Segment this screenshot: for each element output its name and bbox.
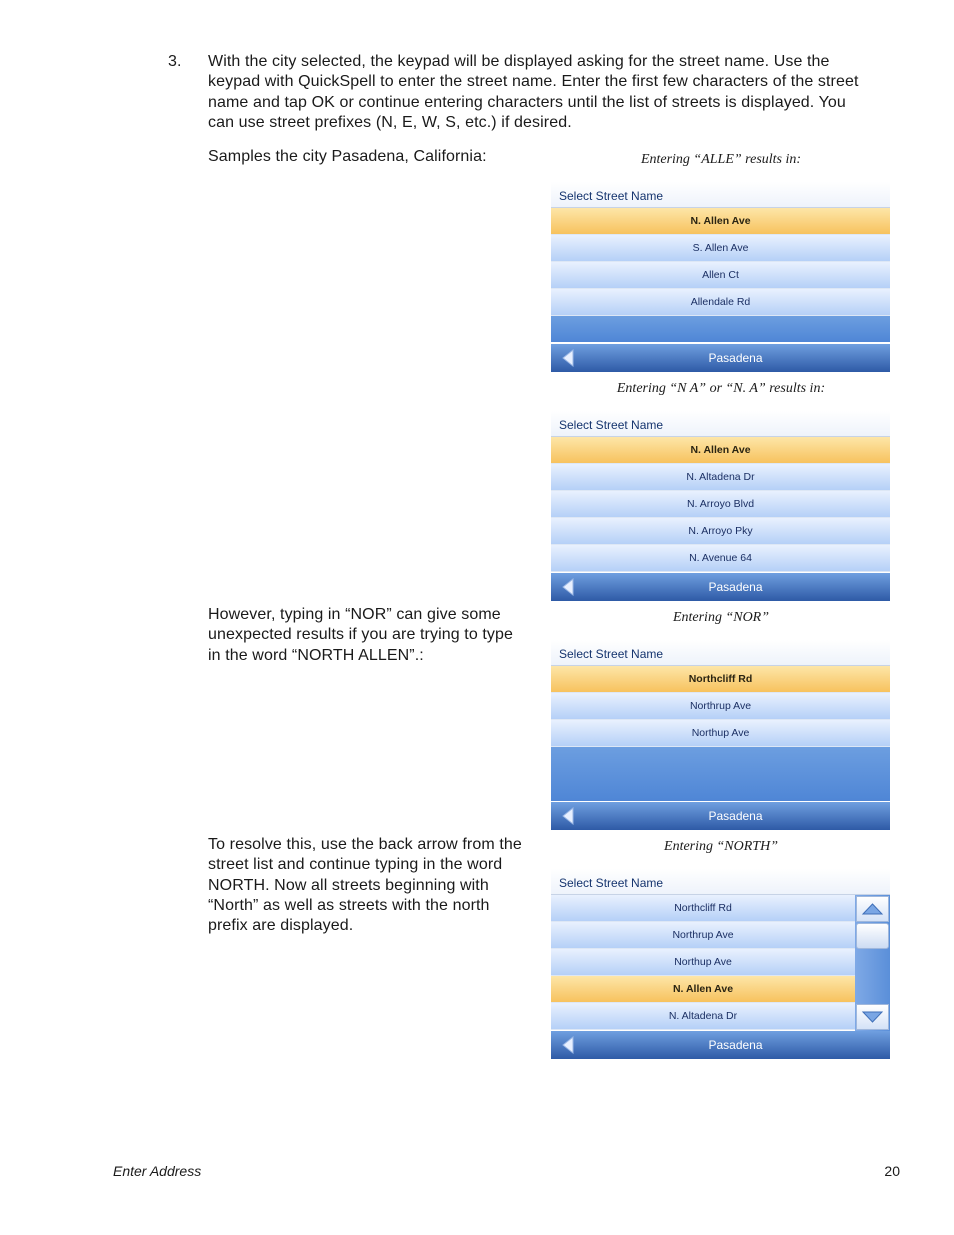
street-list — [551, 895, 855, 1030]
step-line: name and tap OK or continue entering characters until the list of streets is displayed. You — [208, 93, 846, 111]
street-list-screen — [551, 640, 890, 830]
screen-header: Select Street Name — [551, 182, 890, 208]
resolve-line: To resolve this, use the back arrow from the — [208, 836, 522, 853]
footer-section-title: Enter Address — [113, 1163, 202, 1179]
step-line: With the city selected, the keypad will be displayed asking for the street name. Use the — [208, 53, 830, 70]
scroll-up-arrow-icon — [857, 897, 888, 921]
nor-line: However, typing in “NOR” can give some — [208, 606, 501, 623]
scroll-down-arrow-icon — [857, 1005, 888, 1029]
resolve-line: street list and continue typing in the word — [208, 856, 503, 874]
street-list-item[interactable]: N. Avenue 64 — [551, 545, 890, 572]
screen-header: Select Street Name — [551, 411, 890, 437]
city-label: Pasadena — [708, 809, 763, 823]
screen-header: Select Street Name — [551, 869, 890, 895]
screen-caption: Entering “NOR” — [672, 610, 770, 625]
city-label: Pasadena — [708, 580, 763, 594]
step-number: 3. — [168, 53, 182, 70]
street-list-item[interactable]: N. Altadena Dr — [551, 464, 890, 491]
step-line: can use street prefixes (N, E, W, S, etc.) if desired. — [208, 113, 572, 131]
scrollbar[interactable] — [855, 895, 890, 1031]
screen-header: Select Street Name — [551, 640, 890, 666]
resolve-line: “North” as well as streets with the north — [208, 896, 490, 914]
page-number: 20 — [884, 1163, 900, 1179]
street-list-item[interactable]: N. Allen Ave — [551, 208, 890, 235]
street-list-item[interactable]: N. Allen Ave — [551, 976, 855, 1003]
sample-intro: Samples the city Pasadena, California: — [208, 148, 487, 165]
street-list-screen — [551, 411, 890, 601]
empty-list-area — [551, 316, 890, 342]
street-list-screen — [551, 182, 890, 372]
scroll-thumb[interactable] — [856, 923, 889, 949]
street-list-item[interactable]: Northcliff Rd — [551, 895, 855, 922]
street-list-item[interactable]: Allen Ct — [551, 262, 890, 289]
screen-caption: Entering “ALLE” results in: — [640, 152, 802, 167]
screen-caption: Entering “NORTH” — [664, 839, 778, 854]
resolve-explanation — [208, 835, 538, 936]
screen-footer — [551, 344, 890, 372]
resolve-line: NORTH. Now all streets beginning with — [208, 876, 489, 894]
nor-line: unexpected results if you are trying to type — [208, 626, 514, 644]
street-list-item[interactable]: Northrup Ave — [551, 922, 855, 949]
city-label: Pasadena — [708, 1038, 763, 1052]
street-list-item[interactable]: N. Altadena Dr — [551, 1003, 855, 1030]
street-list-item[interactable]: N. Arroyo Blvd — [551, 491, 890, 518]
street-list-item[interactable]: N. Allen Ave — [551, 437, 890, 464]
scroll-down-button[interactable] — [856, 1004, 889, 1030]
resolve-line: prefix are displayed. — [208, 917, 354, 935]
street-list-item[interactable]: Allendale Rd — [551, 289, 890, 316]
street-list-screen — [551, 869, 890, 1059]
scroll-up-button[interactable] — [856, 896, 889, 922]
step-paragraph — [208, 52, 898, 133]
screen-footer — [551, 573, 890, 601]
street-list-item[interactable]: Northcliff Rd — [551, 666, 890, 693]
empty-list-area — [551, 747, 890, 801]
step-line: keypad with QuickSpell to enter the street name. Enter the first few characters of the street — [208, 73, 859, 91]
street-list-item[interactable]: S. Allen Ave — [551, 235, 890, 262]
nor-line: in the word “NORTH ALLEN”.: — [208, 646, 424, 664]
street-list-item[interactable]: Northrup Ave — [551, 693, 890, 720]
screen-footer — [551, 802, 890, 830]
street-list-item[interactable]: Northup Ave — [551, 720, 890, 747]
street-list-item[interactable]: Northup Ave — [551, 949, 855, 976]
screen-footer — [551, 1031, 890, 1059]
screen-caption: Entering “N A” or “N. A” results in: — [616, 381, 826, 396]
nor-explanation — [208, 605, 538, 666]
street-list-item[interactable]: N. Arroyo Pky — [551, 518, 890, 545]
city-label: Pasadena — [708, 351, 763, 365]
